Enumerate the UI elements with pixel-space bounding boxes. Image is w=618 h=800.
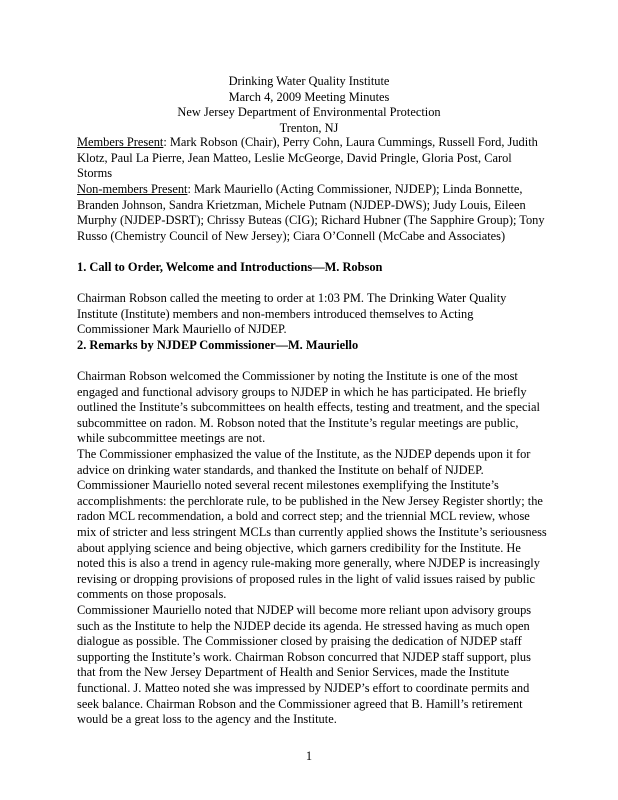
section-1-paragraph: Chairman Robson called the meeting to order at 1:03 PM. The Drinking Water Quality Institute (Institute) members and non-members introduced themselves to Acting Commissioner Mark Mauriello of NJDEP. xyxy=(77,291,507,337)
document-header xyxy=(0,74,618,136)
header-location: Trenton, NJ xyxy=(279,120,339,135)
non-members-present-text: : Mark Mauriello (Acting Commissioner, NJDEP); Linda Bonnette, Branden Johnson, Sandra Krietzman, Michele Putnam (NJDEP-DWS); Judy Louis, Eileen Murphy (NJDEP-DSRT); Chrissy Buteas (CIG); Richard Hubner (The Sapphire Group); Tony Russo (Chemistry Council of New Jersey); Ciara O’Connell (McCabe and Associates) xyxy=(77,182,545,243)
page-number: 1 xyxy=(305,749,313,763)
header-organization: Drinking Water Quality Institute xyxy=(228,74,390,88)
members-present-label: Members Present xyxy=(77,135,164,149)
section-1-heading: 1. Call to Order, Welcome and Introductions—M. Robson xyxy=(77,260,383,274)
section-2-heading: 2. Remarks by NJDEP Commissioner—M. Mauriello xyxy=(77,338,359,352)
non-members-present-paragraph xyxy=(77,182,547,244)
section-2-paragraph-2: The Commissioner emphasized the value of the Institute, as the NJDEP depends upon it for advice on drinking water standards, and thanked the Institute on behalf of NJDEP. Commissioner Mauriello noted several recent milestones exemplifying the Institute’s accomplishments: the perchlorate rule, to be published in the New Jersey Register shortly; the radon MCL recommendation, a bold and correct step; and the triennial MCL review, whose mix of stricter and less stringent MCLs than currently applied shows the Institute’s seriousness about applying science and being objective, which garners credibility for the Institute. He noted this is also a trend in agency rule-making more generally, where NJDEP is increasingly revising or dropping provisions of proposed rules in the light of valid issues raised by public comments on those proposals. xyxy=(77,447,547,602)
section-2-paragraph-3: Commissioner Mauriello noted that NJDEP will become more reliant upon advisory groups such as the Institute to help the NJDEP decide its agenda. He stressed having as much open dialogue as possible. The Commissioner closed by praising the dedication of NJDEP staff supporting the Institute’s work. Chairman Robson concurred that NJDEP staff support, plus that from the New Jersey Department of Health and Senior Services, made the Institute functional. J. Matteo noted she was impressed by NJDEP’s effort to coordinate permits and seek balance. Chairman Robson and the Commissioner agreed that B. Hamill’s retirement would be a great loss to the agency and the Institute. xyxy=(77,603,532,727)
non-members-present-label: Non-members Present xyxy=(77,182,188,196)
members-present-paragraph xyxy=(77,135,547,182)
section-2-paragraph-1: Chairman Robson welcomed the Commissioner by noting the Institute is one of the most engaged and functional advisory groups to NJDEP in which he has participated. He briefly outlined the Institute’s subcommittees on health effects, testing and treatment, and the special subcommittee on radon. M. Robson noted that the Institute’s regular meetings are public, while subcommittee meetings are not. xyxy=(77,369,540,446)
header-department: New Jersey Department of Environmental Protection xyxy=(177,105,441,120)
header-meeting-date: March 4, 2009 Meeting Minutes xyxy=(228,89,390,104)
members-present-text: : Mark Robson (Chair), Perry Cohn, Laura Cummings, Russell Ford, Judith Klotz, Paul La Pierre, Jean Matteo, Leslie McGeorge, David Pringle, Gloria Post, Carol Storms xyxy=(77,135,538,181)
